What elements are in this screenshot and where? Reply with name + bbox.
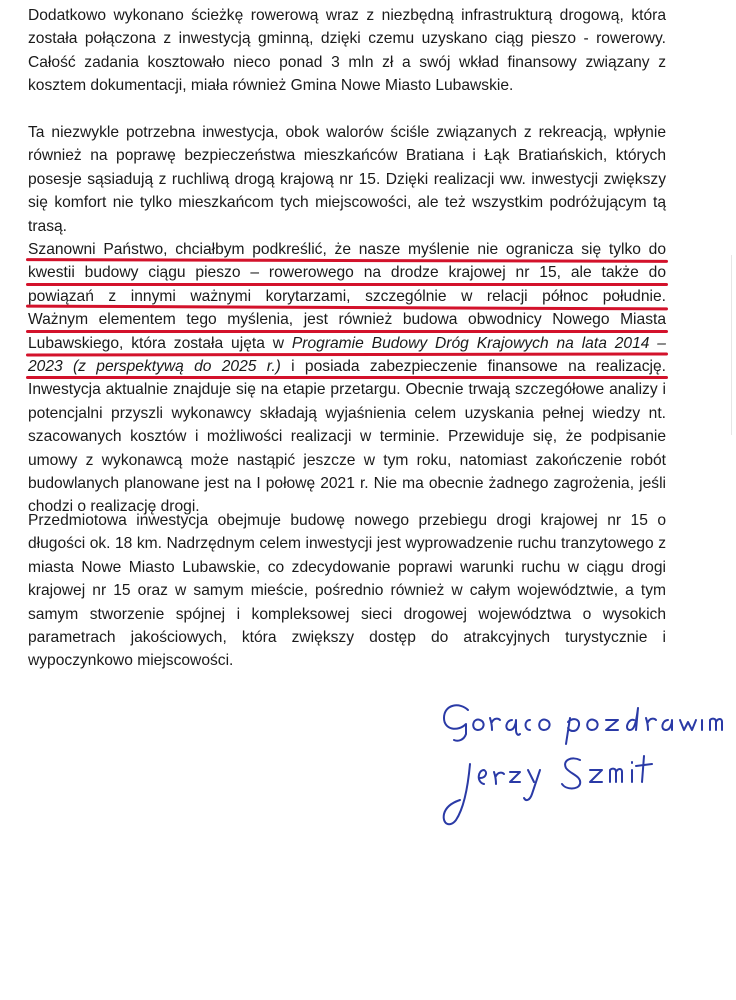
paragraph-bypass [28,238,666,519]
highlighted-line: Szanowni Państwo, chciałbym podkreślić, że nasze myślenie nie ogranicza się tylko do [28,238,666,261]
highlighted-line [28,355,666,378]
highlighted-line: kwestii budowy ciągu pieszo – rowerowego na drodze krajowej nr 15, ale także do [28,261,666,284]
paragraph-safety: Ta niezwykle potrzebna inwestycja, obok walorów ściśle związanych z rekreacją, wpłynie również na poprawę bezpieczeństwa mieszkańców Bratiana i Łąk Bratiańskich, których posesje sąsiadują z ruchliwą drogą krajową nr 15. Dzięki realizacji ww. inwestycji zwiększy się komfort nie tylko mieszkańcom tych miejscowości, ale też wszystkim podróżującym tą trasą. [28,124,666,235]
handwritten-signature [430,690,730,870]
scan-edge-mark [731,255,732,435]
highlighted-line: Ważnym elementem tego myślenia, jest również budowa obwodnicy Nowego Miasta [28,308,666,331]
highlighted-text: Lubawskiego, która została ujęta w [28,334,292,352]
highlighted-line: powiązań z innymi ważnymi korytarzami, szczególnie w relacji północ południe. [28,285,666,308]
paragraph-investment-scope: Przedmiotowa inwestycja obejmuje budowę nowego przebiegu drogi krajowej nr 15 o długości ok. 18 km. Nadrzędnym celem inwestycji jest wyprowadzenie ruchu tranzytowego z miasta Nowe Miasto Lubawskie, co zdecydowanie poprawi warunki ruchu w ciągu drogi krajowej nr 15 oraz w samym mieście, pośrednio również w całym województwie, a tym samym stworzenie spójnej i kompleksowej sieci drogowej województwa o wysokich parametrach jakościowych, która zwiększy dostęp do atrakcyjnych turystycznie i wypoczynkowo miejscowości. [28,512,666,670]
program-title-part-1: Programie Budowy Dróg Krajowych na lata 2014 – [291,334,666,352]
paragraph-bypass-rest: Inwestycja aktualnie znajduje się na etapie przetargu. Obecnie trwają szczegółowe analizy i potencjalni przyszli wykonawcy składają wyjaśnienia celem uzyskania pełnej wiedzy nt. szacowanych kosztów i możliwości realizacji w terminie. Przewiduje się, że podpisanie umowy z wykonawcą może nastąpić jeszcze w tym roku, natomiast zakończenie robót budowlanych planowane jest na I połowę 2021 r. Nie ma obecnie żadnego zagrożenia, jeśli chodzi o realizację drogi. [28,381,666,516]
highlighted-line [28,332,666,355]
highlighted-text: i posiada zabezpieczenie finansowe na realizację. [280,358,666,376]
paragraph-bike-path: Dodatkowo wykonano ścieżkę rowerową wraz z niezbędną infrastrukturą drogową, która została połączona z inwestycją gminną, dzięki czemu uzyskano ciąg pieszo - rowerowy. Całość zadania kosztowało nieco ponad 3 mln zł a swój wkład finansowy związany z kosztem dokumentacji, miała również Gmina Nowe Miasto Lubawskie. [28,7,666,95]
program-title-part-2: 2023 (z perspektywą do 2025 r.) [28,358,281,376]
